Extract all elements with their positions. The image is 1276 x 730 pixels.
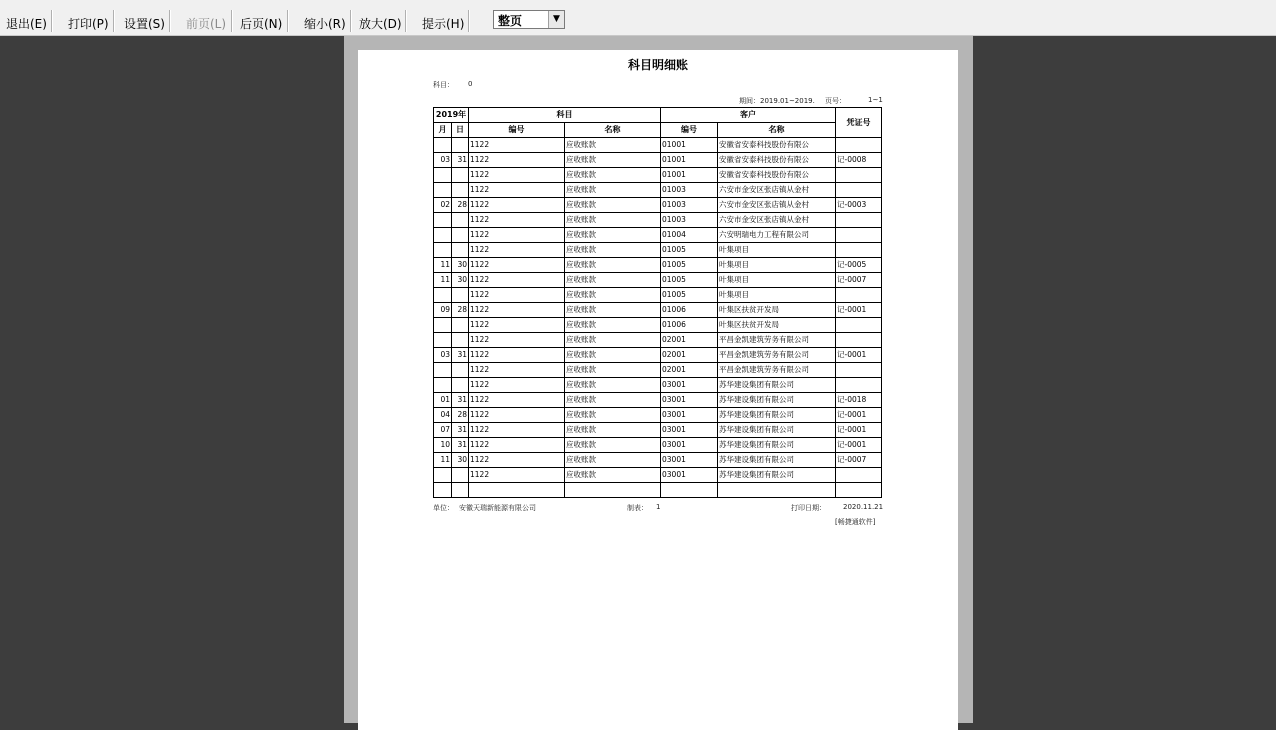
cell-month [434, 468, 452, 483]
toolbar-separator [169, 10, 171, 32]
cell-voucher: 记-0018 [836, 393, 882, 408]
cell-cust-name: 苏华建设集团有限公司 [718, 468, 836, 483]
table-row [434, 228, 882, 243]
cell-voucher: 记-0001 [836, 438, 882, 453]
cell-month [434, 183, 452, 198]
header-year: 2019年 [434, 108, 469, 123]
cell-code: 1122 [469, 243, 565, 258]
cell-day [452, 183, 469, 198]
cell-name: 应收账款 [565, 453, 661, 468]
cell-name: 应收账款 [565, 303, 661, 318]
table-row [434, 243, 882, 258]
cell-cust-code: 01005 [661, 243, 718, 258]
cell-cust-code: 03001 [661, 408, 718, 423]
toolbar-separator [51, 10, 53, 32]
cell-voucher: 记-0003 [836, 198, 882, 213]
unit-value: 安徽天瑞新能源有限公司 [459, 504, 536, 512]
print-button[interactable]: 打印(P) [68, 17, 109, 31]
cell-name: 应收账款 [565, 468, 661, 483]
table-row [434, 153, 882, 168]
cell-month: 04 [434, 408, 452, 423]
ledger-body [434, 138, 882, 498]
table-row [434, 423, 882, 438]
header-subject: 科目 [469, 108, 661, 123]
hint-button[interactable]: 提示(H) [422, 17, 465, 31]
exit-button[interactable]: 退出(E) [6, 17, 47, 31]
cell-code: 1122 [469, 318, 565, 333]
cell-cust-code [661, 483, 718, 498]
cell-voucher: 记-0005 [836, 258, 882, 273]
cell-cust-code: 02001 [661, 333, 718, 348]
cell-day: 28 [452, 408, 469, 423]
cell-cust-code: 01005 [661, 273, 718, 288]
table-row [434, 198, 882, 213]
preview-area[interactable] [344, 36, 973, 723]
cell-name: 应收账款 [565, 378, 661, 393]
cell-code: 1122 [469, 423, 565, 438]
cell-month [434, 138, 452, 153]
cell-name: 应收账款 [565, 318, 661, 333]
cell-cust-name: 六安市金安区张店镇从金村 [718, 183, 836, 198]
cell-month [434, 213, 452, 228]
cell-voucher [836, 183, 882, 198]
cell-code: 1122 [469, 438, 565, 453]
cell-cust-code: 02001 [661, 348, 718, 363]
cell-day [452, 363, 469, 378]
cell-cust-code: 03001 [661, 453, 718, 468]
table-row [434, 333, 882, 348]
cell-cust-name: 六安市金安区张店镇从金村 [718, 213, 836, 228]
toolbar-separator [113, 10, 115, 32]
cell-code: 1122 [469, 198, 565, 213]
table-row [434, 213, 882, 228]
cell-day: 31 [452, 348, 469, 363]
toolbar-separator [405, 10, 407, 32]
prev-page-button[interactable]: 前页(L) [186, 17, 227, 31]
cell-month: 07 [434, 423, 452, 438]
table-row [434, 438, 882, 453]
cell-cust-code: 03001 [661, 468, 718, 483]
cell-cust-code: 01005 [661, 288, 718, 303]
table-row [434, 288, 882, 303]
header-customer: 客户 [661, 108, 836, 123]
cell-day [452, 243, 469, 258]
software-label: [畅捷通软件] [835, 518, 876, 526]
cell-code: 1122 [469, 378, 565, 393]
cell-code: 1122 [469, 168, 565, 183]
cell-cust-name: 苏华建设集团有限公司 [718, 438, 836, 453]
cell-voucher [836, 318, 882, 333]
cell-name: 应收账款 [565, 183, 661, 198]
header-day: 日 [452, 123, 469, 138]
cell-cust-code: 01004 [661, 228, 718, 243]
toolbar-separator [468, 10, 470, 32]
cell-code [469, 483, 565, 498]
cell-voucher [836, 213, 882, 228]
table-row [434, 408, 882, 423]
cell-day: 31 [452, 153, 469, 168]
cell-name [565, 483, 661, 498]
cell-cust-code: 01003 [661, 183, 718, 198]
table-row [434, 138, 882, 153]
cell-day: 31 [452, 438, 469, 453]
report-page [358, 50, 958, 730]
cell-month [434, 318, 452, 333]
cell-month: 09 [434, 303, 452, 318]
table-row [434, 393, 882, 408]
cell-voucher [836, 243, 882, 258]
table-row [434, 483, 882, 498]
cell-cust-code: 01001 [661, 168, 718, 183]
zoom-select-value: 整页 [498, 14, 523, 28]
table-row [434, 183, 882, 198]
cell-cust-name: 六安市金安区张店镇从金村 [718, 198, 836, 213]
cell-day [452, 318, 469, 333]
cell-voucher [836, 228, 882, 243]
header-cust-name: 名称 [718, 123, 836, 138]
cell-month: 03 [434, 348, 452, 363]
cell-month [434, 333, 452, 348]
cell-cust-code: 03001 [661, 423, 718, 438]
cell-cust-name: 平昌金凯建筑劳务有限公司 [718, 333, 836, 348]
table-row [434, 378, 882, 393]
cell-cust-name: 苏华建设集团有限公司 [718, 423, 836, 438]
next-page-button[interactable]: 后页(N) [240, 17, 283, 31]
cell-name: 应收账款 [565, 213, 661, 228]
cell-day: 30 [452, 453, 469, 468]
cell-day [452, 213, 469, 228]
cell-cust-name: 叶集项目 [718, 243, 836, 258]
settings-button[interactable]: 设置(S) [124, 17, 165, 31]
table-row [434, 168, 882, 183]
cell-month: 01 [434, 393, 452, 408]
cell-month [434, 243, 452, 258]
cell-day: 31 [452, 423, 469, 438]
cell-cust-code: 01006 [661, 303, 718, 318]
cell-code: 1122 [469, 453, 565, 468]
table-row [434, 468, 882, 483]
cell-day [452, 228, 469, 243]
cell-day [452, 168, 469, 183]
toolbar [0, 0, 1276, 36]
cell-cust-code: 01003 [661, 213, 718, 228]
cell-cust-name: 平昌金凯建筑劳务有限公司 [718, 363, 836, 378]
cell-day: 28 [452, 198, 469, 213]
cell-day [452, 288, 469, 303]
cell-name: 应收账款 [565, 288, 661, 303]
cell-code: 1122 [469, 258, 565, 273]
cell-name: 应收账款 [565, 258, 661, 273]
header-name: 名称 [565, 123, 661, 138]
cell-cust-name [718, 483, 836, 498]
period-text: 期间：2019.01~2019. [739, 97, 815, 105]
cell-code: 1122 [469, 348, 565, 363]
cell-code: 1122 [469, 288, 565, 303]
cell-code: 1122 [469, 183, 565, 198]
cell-day: 28 [452, 303, 469, 318]
cell-name: 应收账款 [565, 408, 661, 423]
cell-name: 应收账款 [565, 348, 661, 363]
cell-name: 应收账款 [565, 423, 661, 438]
cell-month [434, 168, 452, 183]
print-date-label: 打印日期： [791, 504, 826, 512]
cell-month: 03 [434, 153, 452, 168]
report-title: 科目明细账 [627, 58, 688, 72]
cell-cust-name: 叶集项目 [718, 273, 836, 288]
cell-code: 1122 [469, 273, 565, 288]
table-row [434, 273, 882, 288]
cell-voucher [836, 333, 882, 348]
cell-month [434, 288, 452, 303]
subject-value: 0 [468, 80, 473, 88]
cell-name: 应收账款 [565, 168, 661, 183]
cell-voucher: 记-0008 [836, 153, 882, 168]
cell-month: 10 [434, 438, 452, 453]
cell-day [452, 378, 469, 393]
cell-voucher: 记-0001 [836, 423, 882, 438]
cell-cust-code: 01001 [661, 153, 718, 168]
cell-cust-code: 02001 [661, 363, 718, 378]
cell-month: 11 [434, 258, 452, 273]
cell-day: 31 [452, 393, 469, 408]
page-value: 1~1 [868, 96, 883, 104]
cell-code: 1122 [469, 468, 565, 483]
cell-month: 02 [434, 198, 452, 213]
cell-month [434, 228, 452, 243]
cell-name: 应收账款 [565, 138, 661, 153]
cell-cust-name: 叶集项目 [718, 258, 836, 273]
cell-voucher [836, 468, 882, 483]
cell-cust-name: 叶集区扶贫开发局 [718, 303, 836, 318]
table-row [434, 258, 882, 273]
cell-cust-name: 六安明瑞电力工程有限公司 [718, 228, 836, 243]
cell-voucher: 记-0001 [836, 408, 882, 423]
cell-voucher [836, 483, 882, 498]
print-date-value: 2020.11.21 [843, 503, 884, 511]
cell-code: 1122 [469, 153, 565, 168]
cell-code: 1122 [469, 303, 565, 318]
cell-month [434, 483, 452, 498]
cell-cust-code: 01003 [661, 198, 718, 213]
cell-month [434, 378, 452, 393]
cell-day: 30 [452, 273, 469, 288]
page-label: 页号： [825, 97, 846, 105]
table-row [434, 453, 882, 468]
cell-voucher [836, 168, 882, 183]
cell-cust-code: 01005 [661, 258, 718, 273]
cell-month: 11 [434, 273, 452, 288]
cell-voucher: 记-0001 [836, 348, 882, 363]
chevron-down-icon[interactable]: ▼ [548, 11, 564, 28]
cell-name: 应收账款 [565, 153, 661, 168]
cell-cust-name: 安徽省安泰科技股份有限公 [718, 153, 836, 168]
cell-name: 应收账款 [565, 243, 661, 258]
cell-code: 1122 [469, 333, 565, 348]
cell-day [452, 138, 469, 153]
cell-code: 1122 [469, 408, 565, 423]
cell-cust-name: 叶集区扶贫开发局 [718, 318, 836, 333]
cell-cust-name: 苏华建设集团有限公司 [718, 393, 836, 408]
cell-cust-code: 03001 [661, 438, 718, 453]
cell-cust-code: 03001 [661, 393, 718, 408]
cell-cust-name: 安徽省安泰科技股份有限公 [718, 138, 836, 153]
header-code: 编号 [469, 123, 565, 138]
maker-label: 制表： [627, 504, 648, 512]
header-month: 月 [434, 123, 452, 138]
toolbar-separator [231, 10, 233, 32]
maker-value: 1 [656, 503, 661, 511]
cell-name: 应收账款 [565, 393, 661, 408]
cell-name: 应收账款 [565, 333, 661, 348]
cell-month: 11 [434, 453, 452, 468]
cell-cust-name: 苏华建设集团有限公司 [718, 408, 836, 423]
cell-voucher [836, 378, 882, 393]
cell-code: 1122 [469, 213, 565, 228]
cell-code: 1122 [469, 228, 565, 243]
cell-day [452, 483, 469, 498]
zoom-out-button[interactable]: 缩小(R) [304, 17, 346, 31]
cell-cust-name: 叶集项目 [718, 288, 836, 303]
zoom-select[interactable] [493, 10, 565, 29]
toolbar-separator [350, 10, 352, 32]
cell-name: 应收账款 [565, 228, 661, 243]
cell-voucher [836, 363, 882, 378]
cell-day [452, 333, 469, 348]
cell-voucher [836, 138, 882, 153]
cell-code: 1122 [469, 363, 565, 378]
cell-code: 1122 [469, 393, 565, 408]
cell-voucher: 记-0001 [836, 303, 882, 318]
cell-cust-code: 01001 [661, 138, 718, 153]
header-voucher: 凭证号 [836, 108, 882, 138]
cell-code: 1122 [469, 138, 565, 153]
table-row [434, 318, 882, 333]
cell-voucher [836, 288, 882, 303]
cell-name: 应收账款 [565, 273, 661, 288]
cell-cust-code: 03001 [661, 378, 718, 393]
cell-voucher: 记-0007 [836, 453, 882, 468]
cell-cust-name: 苏华建设集团有限公司 [718, 378, 836, 393]
table-row [434, 348, 882, 363]
ledger-table [433, 107, 882, 498]
cell-name: 应收账款 [565, 438, 661, 453]
cell-day: 30 [452, 258, 469, 273]
toolbar-separator [287, 10, 289, 32]
table-row [434, 303, 882, 318]
zoom-in-button[interactable]: 放大(D) [359, 17, 402, 31]
table-row [434, 363, 882, 378]
cell-cust-name: 平昌金凯建筑劳务有限公司 [718, 348, 836, 363]
cell-month [434, 363, 452, 378]
cell-name: 应收账款 [565, 363, 661, 378]
header-cust-code: 编号 [661, 123, 718, 138]
cell-cust-name: 苏华建设集团有限公司 [718, 453, 836, 468]
subject-label: 科目： [433, 81, 454, 89]
cell-cust-code: 01006 [661, 318, 718, 333]
cell-voucher: 记-0007 [836, 273, 882, 288]
unit-label: 单位： [433, 504, 454, 512]
cell-name: 应收账款 [565, 198, 661, 213]
cell-cust-name: 安徽省安泰科技股份有限公 [718, 168, 836, 183]
cell-day [452, 468, 469, 483]
